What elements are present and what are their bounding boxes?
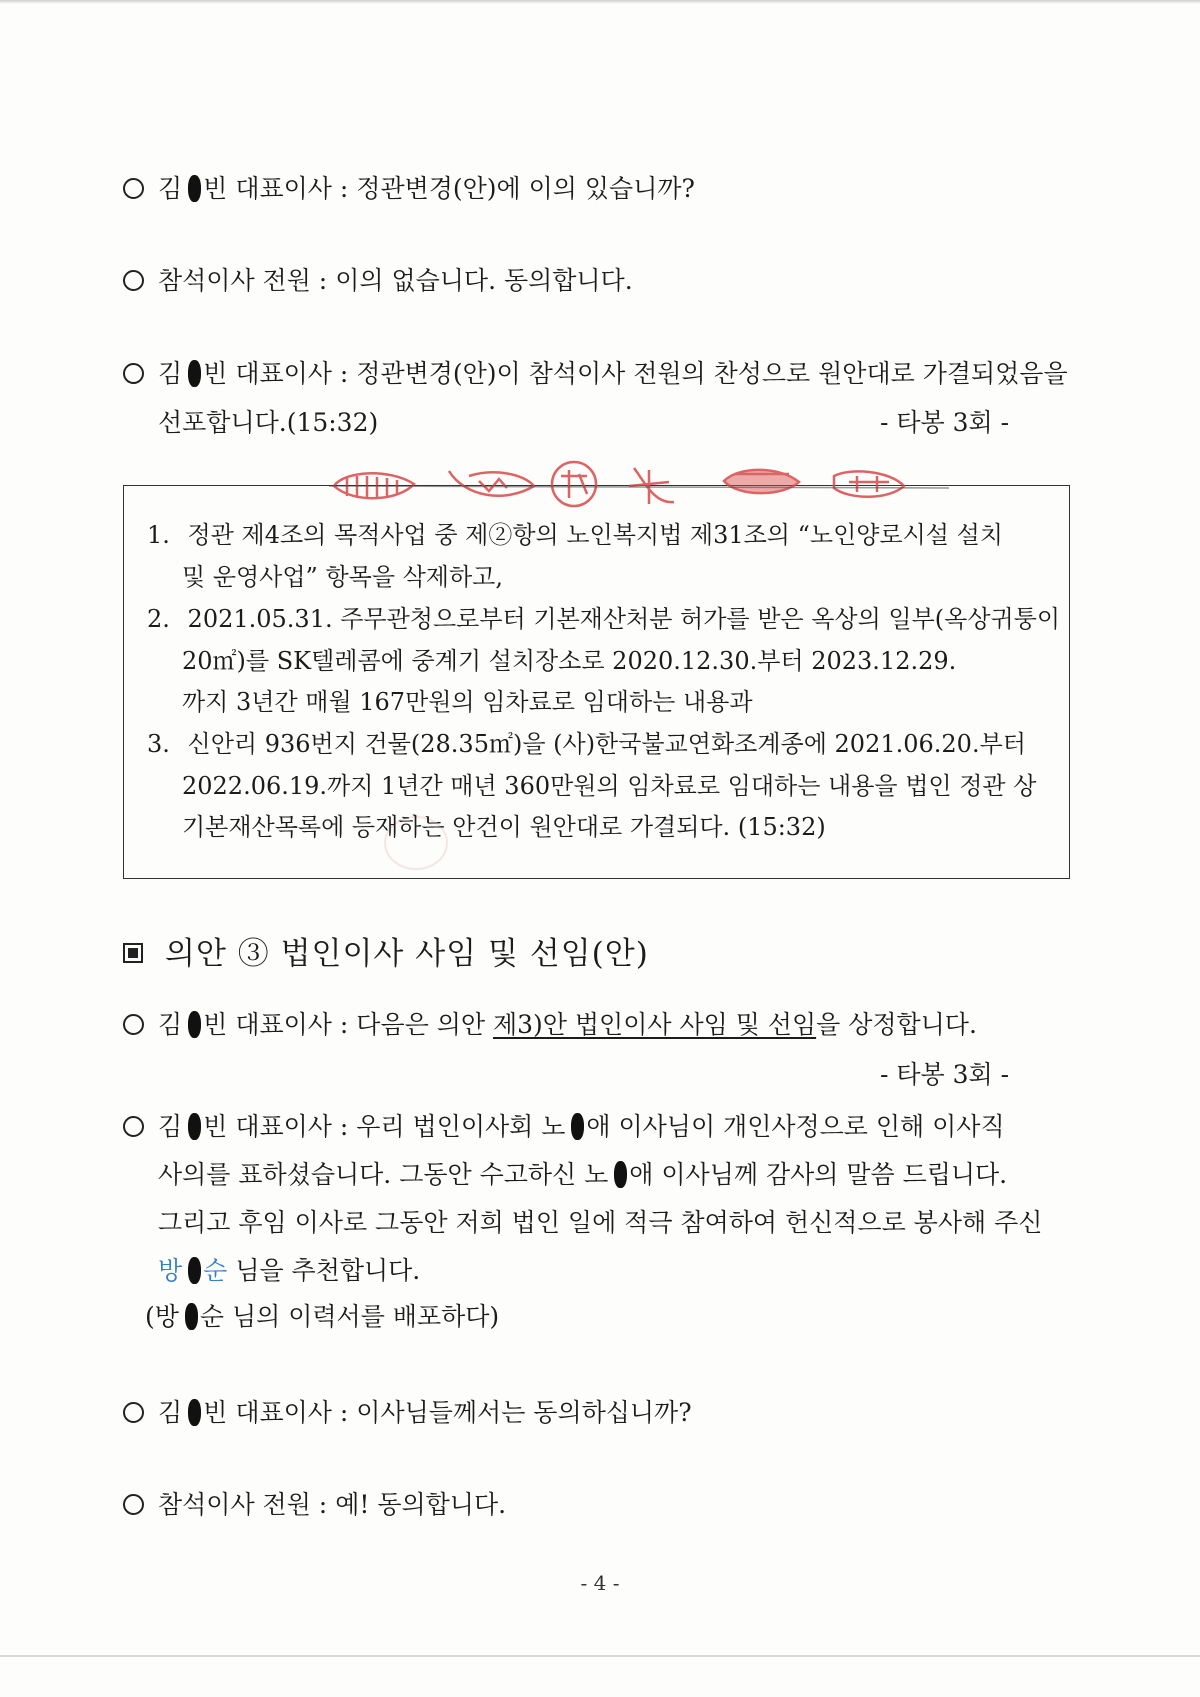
bullet-circle-icon [123, 1116, 144, 1137]
speaker-role: 대표이사 : [235, 1398, 349, 1427]
speaker-role: 대표이사 : [235, 1010, 349, 1039]
declaration-continuation: 선포합니다.(15:32) [158, 408, 379, 437]
speaker-given: 빈 [203, 1112, 228, 1141]
bullet-circle-icon [123, 270, 144, 291]
speaker-given: 빈 [203, 359, 228, 388]
resolution-item-2 [147, 603, 1060, 636]
bullet-circle-icon [123, 363, 144, 384]
statement-text: 이사님들께서는 동의하십니까? [356, 1398, 692, 1427]
nominee-given: 순 [203, 1256, 228, 1285]
statement-text: 정관변경(안)이 참석이사 전원의 찬성으로 원안대로 가결되었음을 [356, 359, 1068, 388]
redaction-mark [188, 1113, 201, 1140]
statement-underlined: 제3)안 법인이사 사임 및 선임 [493, 1010, 817, 1039]
minutes-line-chair-resignation [123, 1110, 1005, 1144]
item-text: 신안리 936번지 건물(28.35㎡)을 (사)한국불교연화조계종에 2021.06.20.부터 [187, 730, 1026, 758]
statement-text: 애 이사님이 개인사정으로 인해 이사직 [586, 1112, 1005, 1141]
resolution-item-1 [147, 519, 1003, 552]
item-text: 정관 제4조의 목적사업 중 제②항의 노인복지법 제31조의 “노인양로시설 설치 [187, 521, 1003, 549]
statement-text: 님을 추천합니다. [235, 1256, 421, 1285]
speaker-surname: 김 [158, 1398, 183, 1427]
minutes-line-chair-agenda [123, 1008, 977, 1042]
page-number: - 4 - [580, 1571, 620, 1595]
redaction-mark [188, 1011, 201, 1038]
redaction-mark [188, 1257, 201, 1284]
speaker-role: 대표이사 : [235, 1112, 349, 1141]
gavel-note: - 타봉 3회 - [880, 1060, 1010, 1089]
redaction-mark [185, 1303, 198, 1330]
redaction-mark [188, 360, 201, 387]
square-bullet-icon [123, 943, 143, 963]
statement-text: 을 상정합니다. [816, 1010, 977, 1039]
resolution-item-1-cont: 및 운영사업” 항목을 삭제하고, [182, 563, 503, 591]
item-number: 3. [147, 730, 170, 758]
scan-edge-bottom [0, 1655, 1200, 1657]
redaction-mark [188, 175, 201, 202]
speaker-role: 대표이사 : [235, 174, 349, 203]
minutes-line-directors-consent [123, 1488, 506, 1522]
speaker-surname: 김 [158, 359, 183, 388]
speaker-role: 대표이사 : [235, 359, 349, 388]
speaker-given: 빈 [203, 1010, 228, 1039]
resolution-item-2-cont: 20㎡)를 SK텔레콤에 중계기 설치장소로 2020.12.30.부터 2023.12.29. [182, 647, 957, 675]
bullet-circle-icon [123, 1014, 144, 1035]
speaker-group: 참석이사 전원 : [158, 1490, 328, 1519]
resolution-item-3 [147, 728, 1026, 761]
statement-text: (방 [145, 1302, 179, 1331]
item-number: 1. [147, 521, 170, 549]
recommendation-line: 그리고 후임 이사로 그동안 저희 법인 일에 적극 참여하여 헌신적으로 봉사해 주신 [158, 1208, 1043, 1237]
minutes-line-directors-answer [123, 264, 633, 298]
speaker-group: 참석이사 전원 : [158, 266, 328, 295]
speaker-surname: 김 [158, 174, 183, 203]
agenda-title: 의안 ③ 법인이사 사임 및 선임(안) [165, 936, 649, 972]
bullet-circle-icon [123, 1402, 144, 1423]
resolution-item-3-cont: 기본재산목록에 등재하는 안건이 원안대로 가결되다. (15:32) [182, 813, 826, 841]
resolution-item-2-cont: 까지 3년간 매월 167만원의 임차료로 임대하는 내용과 [182, 688, 753, 716]
statement-text: 사의를 표하셨습니다. 그동안 수고하신 노 [158, 1160, 609, 1189]
seal-stamps-icon [329, 456, 949, 516]
statement-text: 애 이사님께 감사의 말씀 드립니다. [629, 1160, 1008, 1189]
nominee-surname: 방 [158, 1256, 183, 1285]
item-text: 2021.05.31. 주무관청으로부터 기본재산처분 허가를 받은 옥상의 일부(옥상귀퉁이 [187, 605, 1061, 633]
speaker-given: 빈 [203, 174, 228, 203]
statement-text: 다음은 의안 [356, 1010, 485, 1039]
resignation-continuation [158, 1158, 1007, 1192]
resolution-box [123, 485, 1070, 879]
distribution-note [145, 1300, 499, 1334]
statement-text: 예! 동의합니다. [335, 1490, 507, 1519]
redaction-mark [188, 1399, 201, 1426]
minutes-line-chair-declaration [123, 357, 1068, 391]
statement-text: 정관변경(안)에 이의 있습니까? [356, 174, 695, 203]
resolution-item-3-cont: 2022.06.19.까지 1년간 매년 360만원의 임차료로 임대하는 내용을 법인 정관 상 [182, 772, 1037, 800]
recommended-person-line [158, 1254, 420, 1288]
agenda-heading [123, 934, 649, 974]
speaker-given: 빈 [203, 1398, 228, 1427]
minutes-line-chair-question [123, 172, 695, 206]
statement-text: 우리 법인이사회 노 [356, 1112, 566, 1141]
bullet-circle-icon [123, 1494, 144, 1515]
gavel-note: - 타봉 3회 - [880, 408, 1010, 437]
speaker-surname: 김 [158, 1010, 183, 1039]
speaker-surname: 김 [158, 1112, 183, 1141]
redaction-mark [571, 1113, 584, 1140]
item-number: 2. [147, 605, 170, 633]
bullet-circle-icon [123, 178, 144, 199]
minutes-line-chair-consent [123, 1396, 692, 1430]
statement-text: 순 님의 이력서를 배포하다) [199, 1302, 500, 1331]
statement-text: 이의 없습니다. 동의합니다. [335, 266, 633, 295]
scan-edge-top [0, 0, 1200, 4]
redaction-mark [614, 1161, 627, 1188]
